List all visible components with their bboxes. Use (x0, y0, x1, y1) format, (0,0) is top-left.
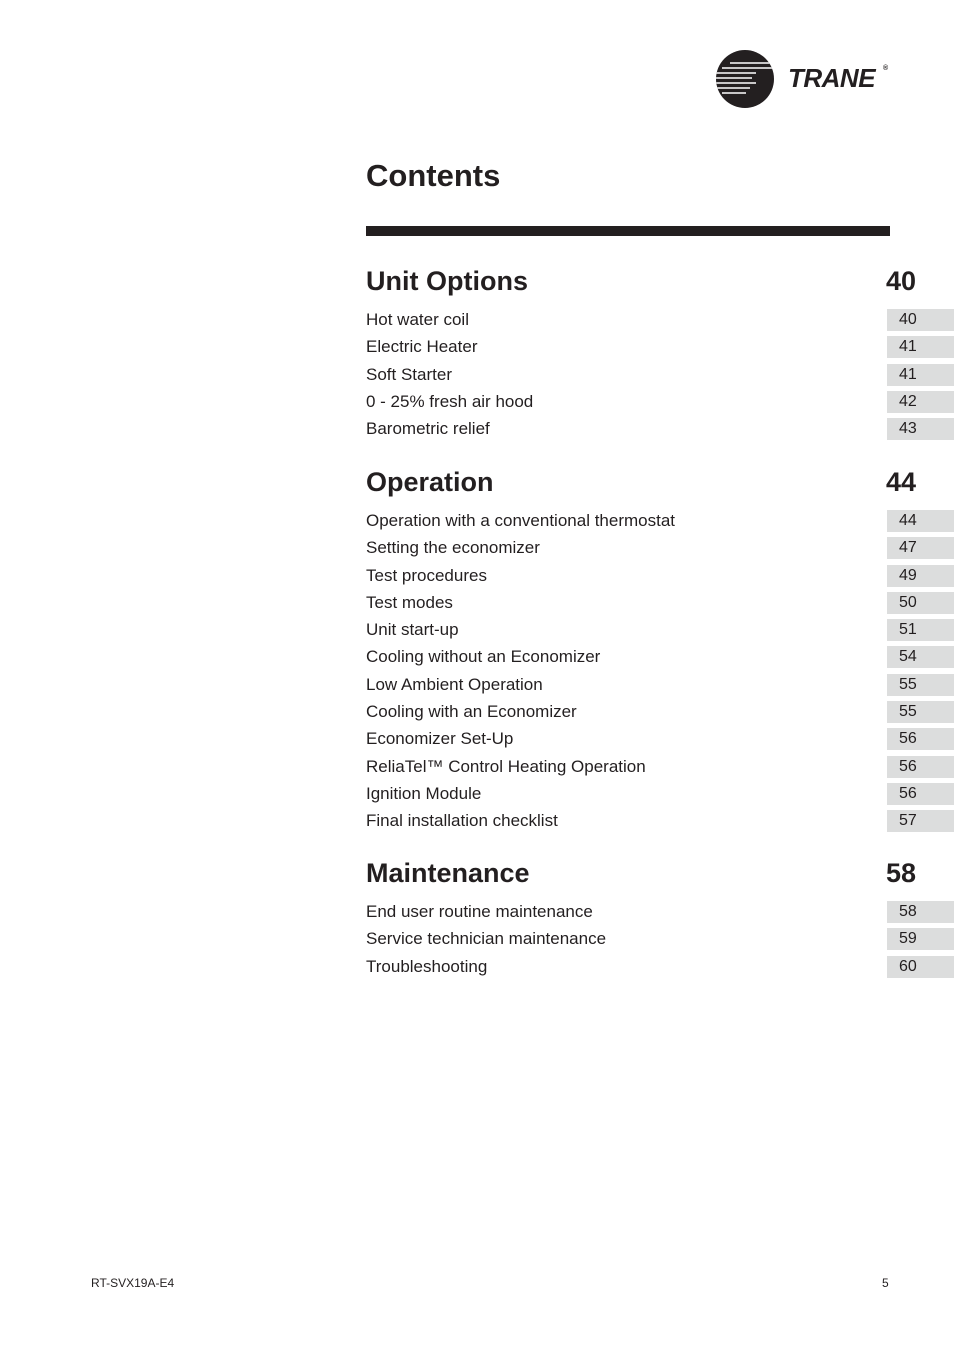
toc-entry-page: 60 (887, 956, 954, 978)
toc-entry-page: 41 (887, 364, 954, 386)
toc-entry[interactable] (366, 809, 954, 836)
toc-entry-page: 54 (887, 646, 954, 668)
toc-entry-page: 47 (887, 537, 954, 559)
toc-entry-page: 58 (887, 901, 954, 923)
footer-document-id: RT-SVX19A-E4 (91, 1276, 175, 1290)
section-page-number: 58 (886, 858, 917, 888)
section-heading[interactable] (366, 858, 954, 900)
toc-entry-page: 40 (887, 309, 954, 331)
toc-entry[interactable] (366, 782, 954, 809)
section-title: Unit Options (366, 266, 528, 296)
toc-entry-label: ReliaTel™ Control Heating Operation (366, 756, 646, 776)
toc-entry-label: Soft Starter (366, 364, 452, 384)
toc-entry-page: 55 (887, 674, 954, 696)
toc-section (366, 858, 954, 982)
toc-entry-label: Economizer Set-Up (366, 729, 514, 749)
toc-entry[interactable] (366, 509, 954, 536)
brand-wordmark: TRANE (788, 63, 876, 93)
toc-entry-page: 44 (887, 510, 954, 532)
footer-page-number: 5 (882, 1276, 889, 1290)
toc-entry-label: End user routine maintenance (366, 902, 593, 921)
toc-entry[interactable] (366, 363, 954, 390)
toc-section (366, 266, 954, 444)
toc-entry-label: Troubleshooting (366, 956, 488, 976)
toc-entry-label: Barometric relief (366, 419, 490, 439)
trane-logo (716, 49, 896, 109)
toc-entry-label: Service technician maintenance (366, 929, 607, 949)
toc-entry[interactable] (366, 308, 954, 335)
toc-entry[interactable] (366, 700, 954, 727)
toc-entry-label: Test modes (366, 592, 453, 612)
toc-entry-page: 57 (887, 810, 954, 832)
toc-entry-label: 0 - 25% fresh air hood (366, 391, 534, 411)
toc-entry-label: Unit start-up (366, 620, 459, 640)
toc-entry-label: Test procedures (366, 565, 487, 585)
section-items (366, 509, 954, 837)
toc-section (366, 467, 954, 837)
toc-entry-label: Cooling with an Economizer (366, 702, 577, 722)
toc-entry-label: Final installation checklist (366, 811, 558, 831)
toc-entry[interactable] (366, 618, 954, 645)
toc-entry-page: 55 (887, 701, 954, 723)
toc-entry[interactable] (366, 536, 954, 563)
toc-entry-page: 41 (887, 336, 954, 358)
toc-entry-page: 56 (887, 756, 954, 778)
toc-entry-label: Hot water coil (366, 310, 469, 329)
toc-entry[interactable] (366, 645, 954, 672)
section-title: Maintenance (366, 858, 530, 888)
page-title: Contents (366, 158, 501, 193)
toc-entry-page: 51 (887, 619, 954, 641)
toc-entry[interactable] (366, 564, 954, 591)
toc-entry[interactable] (366, 417, 954, 444)
registered-mark: ® (883, 65, 889, 72)
toc-entry[interactable] (366, 755, 954, 782)
toc-entry-label: Setting the economizer (366, 538, 540, 558)
toc-entry[interactable] (366, 955, 954, 982)
toc-entry[interactable] (366, 927, 954, 954)
toc-entry-page: 50 (887, 592, 954, 614)
toc-entry[interactable] (366, 673, 954, 700)
section-page-number: 40 (886, 266, 917, 296)
toc-entry[interactable] (366, 390, 954, 417)
title-rule (366, 226, 890, 236)
toc-entry-label: Ignition Module (366, 783, 482, 803)
toc-entry-page: 43 (887, 418, 954, 440)
toc-entry-page: 42 (887, 391, 954, 413)
toc-entry-label: Electric Heater (366, 337, 478, 357)
section-heading[interactable] (366, 467, 954, 509)
section-items (366, 900, 954, 982)
toc-entry-page: 56 (887, 783, 954, 805)
toc-entry-label: Low Ambient Operation (366, 674, 543, 694)
toc-entry[interactable] (366, 727, 954, 754)
section-title: Operation (366, 467, 494, 497)
toc-entry-page: 56 (887, 728, 954, 750)
toc-entry[interactable] (366, 591, 954, 618)
toc-entry[interactable] (366, 900, 954, 927)
section-page-number: 44 (886, 467, 917, 497)
toc-entry-label: Cooling without an Economizer (366, 647, 601, 667)
section-items (366, 308, 954, 444)
toc-entry[interactable] (366, 335, 954, 362)
toc-entry-label: Operation with a conventional thermostat (366, 511, 676, 530)
trane-logo-icon (716, 49, 776, 109)
toc-entry-page: 59 (887, 928, 954, 950)
toc-entry-page: 49 (887, 565, 954, 587)
section-heading[interactable] (366, 266, 954, 308)
